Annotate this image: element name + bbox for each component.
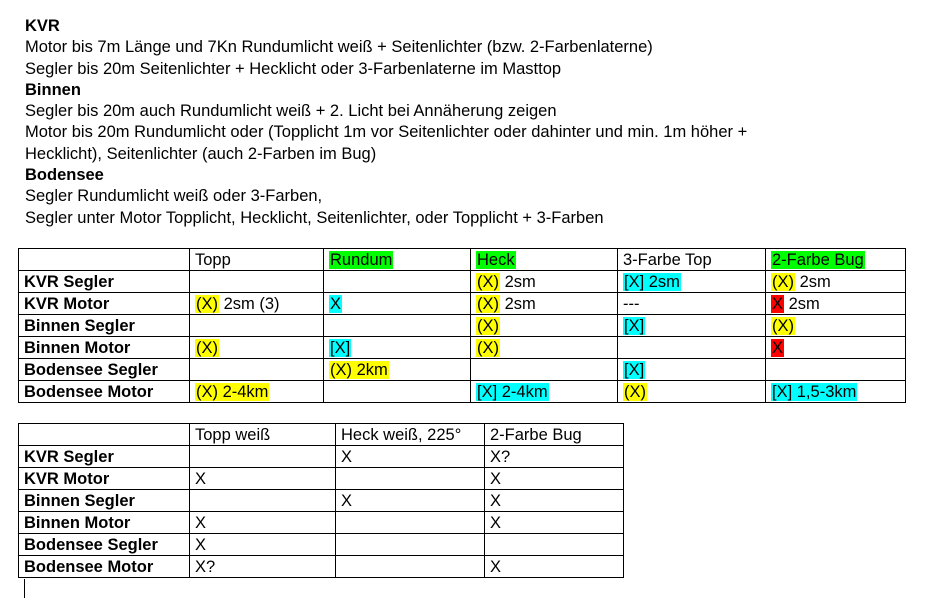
row-label: Binnen Segler — [19, 490, 190, 512]
table-cell: X — [190, 468, 336, 490]
table-cell: X — [190, 534, 336, 556]
table-cell — [766, 271, 906, 293]
table-row — [19, 337, 906, 359]
row-label: Binnen Segler — [19, 315, 190, 337]
table-cell — [471, 381, 618, 403]
header-cell: Topp weiß — [190, 424, 336, 446]
table-cell — [336, 556, 485, 578]
table-row — [19, 446, 624, 468]
paragraph-line: Segler bis 20m auch Rundumlicht weiß + 2. Licht bei Annäherung zeigen — [25, 102, 557, 121]
table-cell — [766, 359, 906, 381]
cell-text: X — [330, 294, 342, 313]
table-cell — [485, 534, 624, 556]
table-cell: X — [485, 490, 624, 512]
table-cell — [471, 337, 618, 359]
cell-text: (X) — [477, 316, 499, 335]
header-cell — [766, 249, 906, 271]
header-cell — [190, 249, 324, 271]
paragraph-line: Motor bis 7m Länge und 7Kn Rundumlicht weiß + Seitenlichter (bzw. 2-Farbenlaterne) — [25, 38, 653, 57]
row-label: Bodensee Motor — [19, 556, 190, 578]
table-row — [19, 468, 624, 490]
table-cell — [324, 293, 471, 315]
table-cell — [618, 271, 766, 293]
table-cell — [190, 446, 336, 468]
table-cell — [766, 315, 906, 337]
table-cell: X — [485, 512, 624, 534]
table-cell — [190, 293, 324, 315]
lights-table-plain — [18, 423, 624, 578]
table-cell — [336, 468, 485, 490]
paragraph-line: Segler Rundumlicht weiß oder 3-Farben, — [25, 187, 323, 206]
table-cell — [190, 381, 324, 403]
header-cell — [618, 249, 766, 271]
table-cell — [324, 315, 471, 337]
paragraph-line: Segler unter Motor Topplicht, Hecklicht, Seitenlichter, oder Topplicht + 3-Farben — [25, 208, 604, 227]
table-cell — [618, 315, 766, 337]
cell-text: [X] 2-4km — [477, 382, 548, 401]
table-cell — [471, 271, 618, 293]
table-row — [19, 293, 906, 315]
cell-text: 2sm — [795, 272, 831, 291]
table-cell — [618, 359, 766, 381]
row-label: KVR Motor — [19, 468, 190, 490]
cell-text: [X] — [330, 338, 351, 357]
table-cell — [766, 381, 906, 403]
paragraph-line: Segler bis 20m Seitenlichter + Hecklicht oder 3-Farbenlaterne im Masttop — [25, 59, 562, 78]
header-cell — [19, 249, 190, 271]
paragraph-line: Hecklicht), Seitenlichter (auch 2-Farben im Bug) — [25, 144, 377, 163]
cell-text: [X] 1,5-3km — [772, 382, 857, 401]
header-cell — [324, 249, 471, 271]
cell-text: 2sm (3) — [219, 294, 280, 313]
row-label: KVR Segler — [19, 271, 190, 293]
table-cell — [324, 359, 471, 381]
header-label: Rundum — [330, 250, 393, 269]
table-row — [19, 315, 906, 337]
table-cell — [766, 337, 906, 359]
table-cell: X — [336, 490, 485, 512]
table-cell — [324, 337, 471, 359]
section-heading: Binnen — [25, 80, 81, 99]
section-heading: KVR — [25, 17, 60, 35]
table-row — [19, 381, 906, 403]
cell-text: (X) — [772, 272, 794, 291]
lights-table-colored — [18, 248, 906, 403]
row-label: Bodensee Segler — [19, 359, 190, 381]
cell-text: [X] 2sm — [624, 272, 680, 291]
table-cell — [618, 381, 766, 403]
text-cursor — [24, 579, 25, 598]
document-text — [25, 16, 747, 229]
cell-text: (X) — [772, 316, 794, 335]
table-cell — [190, 490, 336, 512]
table-cell: X — [485, 468, 624, 490]
row-label: Bodensee Motor — [19, 381, 190, 403]
cell-text: (X) 2-4km — [196, 382, 269, 401]
table-cell — [618, 293, 766, 315]
table-cell — [190, 337, 324, 359]
paragraph-line: Motor bis 20m Rundumlicht oder (Topplicht 1m vor Seitenlichter oder dahinter und min. 1m höher + — [25, 123, 748, 142]
table-cell: X — [336, 446, 485, 468]
cell-text: [X] — [624, 360, 645, 379]
table-cell: X — [485, 556, 624, 578]
row-label: Bodensee Segler — [19, 534, 190, 556]
table-cell — [618, 337, 766, 359]
cell-text: 2sm — [784, 294, 820, 313]
header-cell — [19, 424, 190, 446]
table-cell — [190, 271, 324, 293]
table-row — [19, 534, 624, 556]
row-label: Binnen Motor — [19, 337, 190, 359]
header-row — [19, 424, 624, 446]
header-label: 2-Farbe Bug — [772, 250, 864, 269]
table-row — [19, 271, 906, 293]
header-cell: 2-Farbe Bug — [485, 424, 624, 446]
table-cell — [471, 315, 618, 337]
header-row — [19, 249, 906, 271]
header-label: 3-Farbe Top — [623, 250, 712, 269]
table-cell — [766, 293, 906, 315]
table-cell — [324, 381, 471, 403]
header-cell — [471, 249, 618, 271]
cell-text: X — [772, 294, 784, 313]
table-cell — [324, 271, 471, 293]
table-cell — [336, 512, 485, 534]
cell-text: (X) 2km — [330, 360, 388, 379]
cell-text: [X] — [624, 316, 645, 335]
table-cell: X? — [190, 556, 336, 578]
cell-text: X — [772, 338, 784, 357]
header-label: Topp — [195, 250, 231, 269]
cell-text: (X) — [196, 338, 218, 357]
table-row — [19, 556, 624, 578]
table-cell: X — [190, 512, 336, 534]
table-cell — [190, 359, 324, 381]
cell-text: (X) — [624, 382, 646, 401]
header-cell: Heck weiß, 225° — [336, 424, 485, 446]
table-cell: X? — [485, 446, 624, 468]
table-cell — [471, 293, 618, 315]
table-cell — [190, 315, 324, 337]
table-row — [19, 359, 906, 381]
header-label: Heck — [477, 250, 515, 269]
section-heading: Bodensee — [25, 166, 104, 185]
cell-text: (X) — [477, 338, 499, 357]
cell-text: 2sm — [500, 294, 536, 313]
cell-text: (X) — [477, 272, 499, 291]
cell-text: --- — [623, 294, 640, 313]
table-row — [19, 512, 624, 534]
cell-text: 2sm — [500, 272, 536, 291]
row-label: KVR Motor — [19, 293, 190, 315]
table-cell — [336, 534, 485, 556]
table-row — [19, 490, 624, 512]
row-label: KVR Segler — [19, 446, 190, 468]
cell-text: (X) — [196, 294, 218, 313]
cell-text: (X) — [477, 294, 499, 313]
row-label: Binnen Motor — [19, 512, 190, 534]
table-cell — [471, 359, 618, 381]
